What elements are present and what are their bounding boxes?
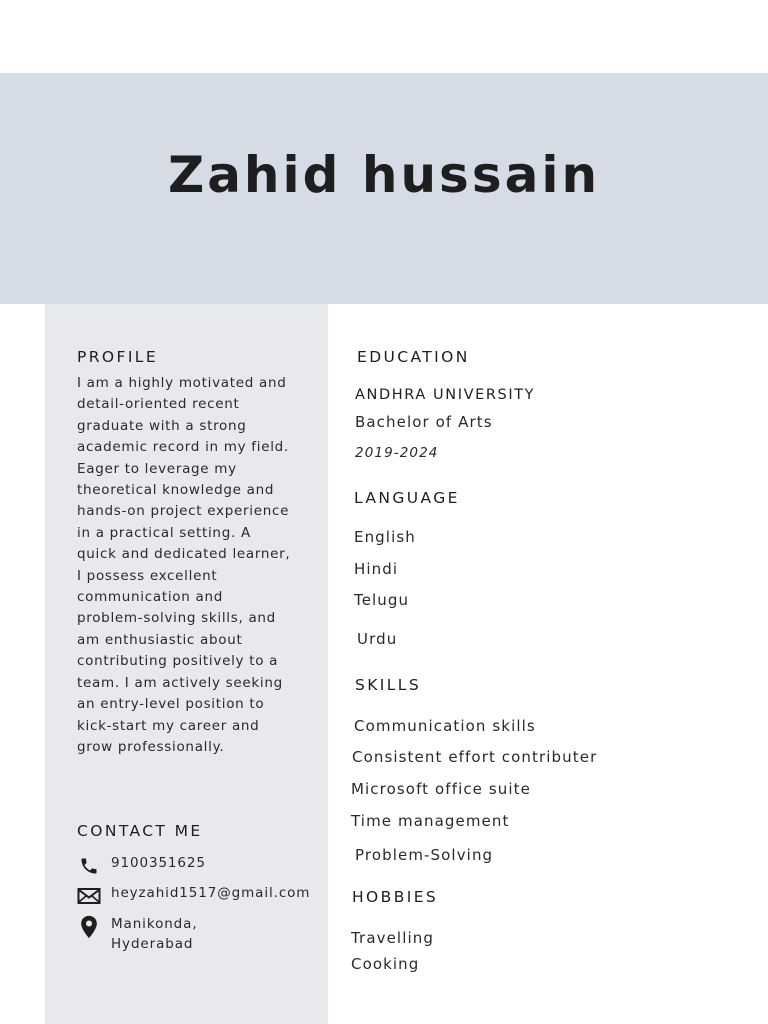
- degree: Bachelor of Arts: [355, 413, 493, 431]
- contact-address-row: [77, 915, 198, 954]
- phone-number[interactable]: 9100351625: [111, 855, 206, 871]
- contact-heading: CONTACT ME: [77, 822, 203, 840]
- address-line-2: Hyderabad: [111, 935, 194, 952]
- skill-item: Microsoft office suite: [351, 780, 531, 798]
- profile-heading: PROFILE: [77, 348, 159, 366]
- language-item: English: [354, 528, 416, 546]
- skill-item: Time management: [351, 812, 510, 830]
- phone-icon: [77, 854, 101, 878]
- skills-heading: SKILLS: [355, 676, 422, 694]
- language-heading: LANGUAGE: [354, 489, 460, 507]
- contact-email-row: [77, 884, 310, 908]
- contact-phone-row: [77, 854, 206, 878]
- address-line-1: Manikonda,: [111, 916, 198, 932]
- candidate-name: Zahid hussain: [167, 146, 601, 204]
- location-pin-icon: [77, 915, 101, 939]
- hobbies-heading: HOBBIES: [352, 888, 439, 906]
- education-heading: EDUCATION: [357, 348, 470, 366]
- university-name: ANDHRA UNIVERSITY: [355, 387, 536, 403]
- mail-icon: [77, 884, 101, 908]
- skill-item: Consistent effort contributer: [352, 748, 598, 766]
- hobby-item: Cooking: [351, 955, 420, 973]
- email-address[interactable]: heyzahid1517@gmail.com: [111, 885, 311, 901]
- skill-item: Problem-Solving: [355, 846, 494, 864]
- skill-item: Communication skills: [354, 717, 536, 735]
- language-item: Urdu: [357, 630, 398, 648]
- profile-text: I am a highly motivated and detail-oriented recent graduate with a strong academic record in my field. Eager to leverage my theoretical knowledge and hands-on project experience in a practical setting. A quick and dedicated learner, I possess excellent communication and problem-solving skills, and am enthusiastic about contributing positively to a team. I am actively seeking an entry-level position to kick-start my career and grow professionally.: [77, 375, 291, 755]
- hobby-item: Travelling: [351, 929, 434, 947]
- address: [111, 915, 198, 954]
- education-years: 2019-2024: [355, 445, 439, 461]
- language-item: Telugu: [354, 591, 410, 609]
- language-item: Hindi: [354, 560, 399, 578]
